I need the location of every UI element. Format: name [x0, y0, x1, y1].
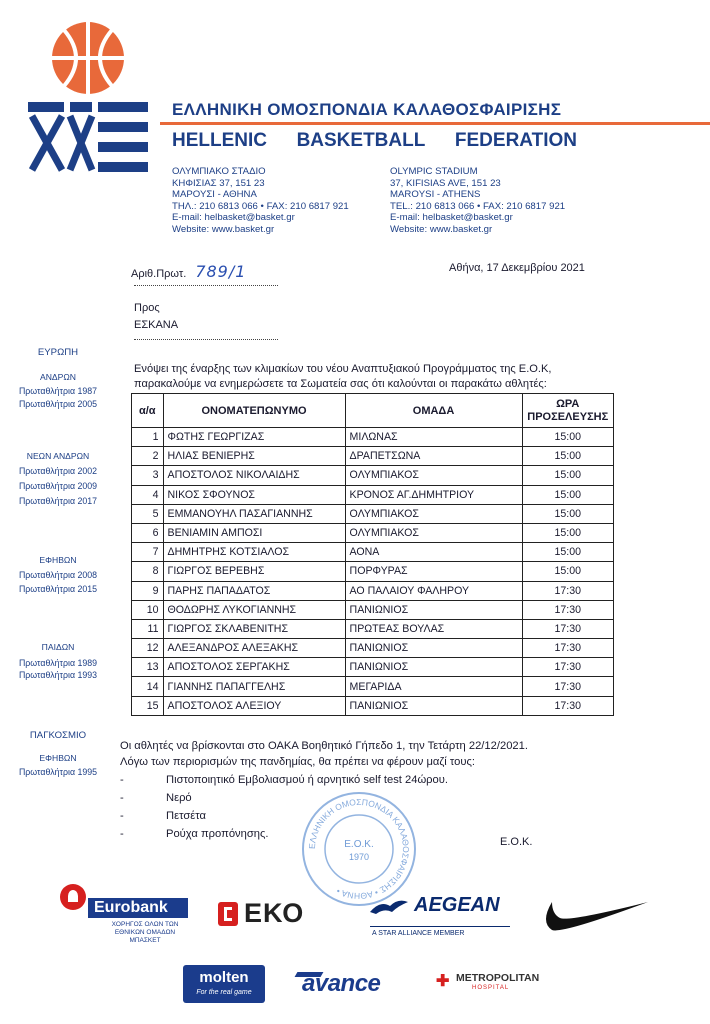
dotted-rule	[134, 339, 278, 340]
org-name-word: FEDERATION	[454, 130, 577, 151]
team-cell: ΑΟ ΠΑΛΑΙΟΥ ΦΑΛΗΡΟΥ	[345, 581, 522, 600]
table-row	[132, 543, 614, 562]
athlete-name-cell: ΓΙΩΡΓΟΣ ΣΚΛΑΒΕΝΙΤΗΣ	[163, 619, 345, 638]
phone-fax-line: TEL.: 210 6813 066 • FAX: 210 6817 921	[390, 200, 566, 212]
aegean-bird-icon	[368, 896, 410, 918]
phone-fax-line: ΤΗΛ.: 210 6813 066 • FAX: 210 6817 921	[172, 200, 349, 212]
table-body	[132, 428, 614, 716]
list-item: - Νερό	[120, 792, 192, 804]
stamp-center-text: Ε.Ο.Κ.	[344, 839, 374, 850]
team-cell: ΠΑΝΙΩΝΙΟΣ	[345, 639, 522, 658]
metropolitan-cross-icon: ✚	[436, 973, 450, 990]
team-cell: ΟΛΥΜΠΙΑΚΟΣ	[345, 504, 522, 523]
protocol-value: 789/1	[195, 262, 247, 281]
eko-wordmark: ΕΚΟ	[244, 898, 305, 928]
table-row	[132, 677, 614, 696]
table-row	[132, 504, 614, 523]
list-item-text: Ρούχα προπόνησης.	[166, 828, 269, 840]
table-header-row	[132, 394, 614, 428]
athlete-name-cell: ΕΜΜΑΝΟΥΗΛ ΠΑΣΑΓΙΑΝΝΗΣ	[163, 504, 345, 523]
signature: Ε.Ο.Κ.	[500, 836, 533, 848]
table-row	[132, 523, 614, 542]
row-number-cell: 2	[132, 447, 164, 466]
metropolitan-wordmark: METROPOLITAN	[456, 972, 540, 984]
honours-heading: ΠΑΓΚΟΣΜΙΟ	[29, 730, 87, 741]
intro-paragraph	[134, 362, 654, 391]
header-cell: α/α	[132, 394, 164, 428]
row-number-cell: 3	[132, 466, 164, 485]
team-cell: ΠΑΝΙΩΝΙΟΣ	[345, 600, 522, 619]
athlete-name-cell: ΝΙΚΟΣ ΣΦΟΥΝΟΣ	[163, 485, 345, 504]
arrival-time-cell: 17:30	[522, 619, 614, 638]
tagline-line: ΕΘΝΙΚΩΝ ΟΜΑΔΩΝ ΜΠΑΣΚΕΤ	[114, 929, 176, 944]
table-row	[132, 562, 614, 581]
address-line: MAROYSI - ATHENS	[390, 189, 481, 201]
header-cell: ΟΜΑΔΑ	[345, 394, 522, 428]
federation-stamp	[300, 790, 418, 908]
website-line: Website: www.basket.gr	[172, 223, 275, 235]
athlete-name-cell: ΒΕΝΙΑΜΙΝ ΑΜΠΟΣΙ	[163, 523, 345, 542]
tagline-line: ΧΟΡΗΓΟΣ ΟΛΩΝ ΤΩΝ	[111, 921, 179, 928]
team-cell: ΠΟΡΦΥΡΑΣ	[345, 562, 522, 581]
address-line: ΟΛΥΜΠΙΑΚΟ ΣΤΑΔΙΟ	[172, 166, 266, 177]
intro-line: Ενόψει της έναρξης των κλιμακίων του νέου Αναπτυξιακού Προγράμματος της Ε.Ο.Κ,	[134, 363, 552, 375]
athlete-name-cell: ΑΠΟΣΤΟΛΟΣ ΣΕΡΓΑΚΗΣ	[163, 658, 345, 677]
aegean-divider	[370, 926, 510, 927]
row-number-cell: 1	[132, 428, 164, 447]
metropolitan-subtitle: HOSPITAL	[472, 985, 510, 991]
nike-swoosh-icon	[538, 892, 656, 936]
row-number-cell: 4	[132, 485, 164, 504]
email-line: E-mail: helbasket@basket.gr	[172, 212, 295, 224]
team-cell: ΚΡΟΝΟΣ ΑΓ.ΔΗΜΗΤΡΙΟΥ	[345, 485, 522, 504]
arrival-time-cell: 15:00	[522, 504, 614, 523]
athlete-name-cell: ΑΠΟΣΤΟΛΟΣ ΝΙΚΟΛΑΙΔΗΣ	[163, 466, 345, 485]
athlete-name-cell: ΠΑΡΗΣ ΠΑΠΑΔΑΤΟΣ	[163, 581, 345, 600]
table-row	[132, 485, 614, 504]
org-name-word: BASKETBALL	[296, 130, 426, 151]
eurobank-tagline	[100, 921, 190, 945]
team-cell: ΜΕΓΑΡΙΔΑ	[345, 677, 522, 696]
arrival-time-cell: 15:00	[522, 428, 614, 447]
arrival-time-cell: 15:00	[522, 447, 614, 466]
list-item: - Πιστοποιητικό Εμβολιασμού ή αρνητικό self test 24ώρου.	[120, 774, 448, 786]
molten-tagline: For the real game	[196, 989, 252, 996]
table-row	[132, 639, 614, 658]
table-row	[132, 619, 614, 638]
honours-line: Πρωταθλήτρια 2008	[18, 570, 98, 580]
website-line: Website: www.basket.gr	[390, 223, 493, 235]
protocol-number	[131, 262, 246, 281]
row-number-cell: 9	[132, 581, 164, 600]
team-cell: ΑΟΝΑ	[345, 543, 522, 562]
federation-logo	[22, 18, 154, 178]
athlete-name-cell: ΑΛΕΞΑΝΔΡΟΣ ΑΛΕΞΑΚΗΣ	[163, 639, 345, 658]
row-number-cell: 12	[132, 639, 164, 658]
list-item-text: Νερό	[166, 792, 192, 804]
team-cell: ΔΡΑΠΕΤΣΩΝΑ	[345, 447, 522, 466]
list-item: - Πετσέτα	[120, 810, 206, 822]
team-cell: ΠΑΝΙΩΝΙΟΣ	[345, 696, 522, 715]
honours-line: Πρωταθλήτρια 2015	[18, 584, 98, 594]
molten-sponsor	[183, 965, 265, 1003]
eurobank-wordmark: Eurobank	[88, 898, 188, 918]
athletes-table	[131, 393, 614, 716]
table-row	[132, 466, 614, 485]
athlete-name-cell: ΦΩΤΗΣ ΓΕΩΡΓΙΖΑΣ	[163, 428, 345, 447]
header-divider	[160, 122, 710, 125]
row-number-cell: 5	[132, 504, 164, 523]
arrival-time-cell: 15:00	[522, 466, 614, 485]
athlete-name-cell: ΘΟΔΩΡΗΣ ΛΥΚΟΓΙΑΝΝΗΣ	[163, 600, 345, 619]
row-number-cell: 8	[132, 562, 164, 581]
honours-line: Πρωταθλήτρια 1989	[18, 658, 98, 668]
address-greek	[172, 166, 349, 236]
row-number-cell: 7	[132, 543, 164, 562]
athlete-name-cell: ΗΛΙΑΣ ΒΕΝΙΕΡΗΣ	[163, 447, 345, 466]
table-row	[132, 600, 614, 619]
row-number-cell: 10	[132, 600, 164, 619]
arrival-time-cell: 15:00	[522, 523, 614, 542]
org-name-word: HELLENIC	[172, 130, 267, 151]
honours-line: Πρωταθλήτρια 2017	[18, 496, 98, 506]
intro-line: παρακαλούμε να ενημερώσετε τα Σωματεία σας ότι καλούνται οι παρακάτω αθλητές:	[134, 377, 547, 390]
dotted-rule	[134, 285, 278, 286]
team-cell: ΠΑΝΙΩΝΙΟΣ	[345, 658, 522, 677]
arrival-time-cell: 17:30	[522, 658, 614, 677]
arrival-time-cell: 17:30	[522, 600, 614, 619]
notes-paragraph	[120, 739, 528, 770]
aegean-wordmark: AEGEAN	[414, 894, 500, 916]
honours-line: Πρωταθλήτρια 2002	[18, 466, 98, 476]
letter-date: Αθήνα, 17 Δεκεμβρίου 2021	[449, 262, 585, 274]
org-name-english	[172, 130, 577, 152]
table-row	[132, 658, 614, 677]
recipient-block	[134, 300, 178, 334]
row-number-cell: 14	[132, 677, 164, 696]
address-line: OLYMPIC STADIUM	[390, 166, 478, 177]
arrival-time-cell: 15:00	[522, 485, 614, 504]
email-line: E-mail: helbasket@basket.gr	[390, 212, 513, 224]
athlete-name-cell: ΓΙΑΝΝΗΣ ΠΑΠΑΓΓΕΛΗΣ	[163, 677, 345, 696]
honours-line: Πρωταθλήτρια 2005	[18, 399, 98, 409]
row-number-cell: 13	[132, 658, 164, 677]
stamp-year-text: 1970	[348, 852, 370, 862]
honours-line: Πρωταθλήτρια 1993	[18, 670, 98, 680]
arrival-time-cell: 17:30	[522, 677, 614, 696]
honours-line: Πρωταθλήτρια 1995	[18, 767, 98, 777]
arrival-time-cell: 17:30	[522, 581, 614, 600]
address-line: 37, KIFISIAS AVE, 151 23	[390, 177, 501, 189]
arrival-time-cell: 17:30	[522, 639, 614, 658]
honours-heading: ΕΥΡΩΠΗ	[37, 347, 79, 358]
list-item-text: Πιστοποιητικό Εμβολιασμού ή αρνητικό self test 24ώρου.	[166, 774, 448, 786]
table-row	[132, 696, 614, 715]
honours-line: Πρωταθλήτρια 1987	[18, 386, 98, 396]
avance-wordmark: avance	[302, 970, 381, 997]
header-cell: ΩΡΑ ΠΡΟΣΕΛΕΥΣΗΣ	[522, 394, 614, 428]
address-english	[390, 166, 565, 236]
table-row	[132, 581, 614, 600]
molten-wordmark: molten	[199, 969, 249, 986]
honours-category: ΑΝΔΡΩΝ	[39, 372, 77, 382]
aegean-tagline: A STAR ALLIANCE MEMBER	[372, 930, 465, 937]
athlete-name-cell: ΔΗΜΗΤΡΗΣ ΚΟΤΣΙΑΛΟΣ	[163, 543, 345, 562]
honours-category: ΕΦΗΒΩΝ	[39, 555, 77, 565]
address-line: ΜΑΡΟΥΣΙ - ΑΘΗΝΑ	[172, 189, 257, 201]
row-number-cell: 6	[132, 523, 164, 542]
team-cell: ΠΡΩΤΕΑΣ ΒΟΥΛΑΣ	[345, 619, 522, 638]
notes-line: Λόγω των περιορισμών της πανδημίας, θα πρέπει να φέρουν μαζί τους:	[120, 755, 475, 768]
team-cell: ΟΛΥΜΠΙΑΚΟΣ	[345, 466, 522, 485]
honours-category: ΝΕΩΝ ΑΝΔΡΩΝ	[26, 451, 90, 461]
table-row	[132, 428, 614, 447]
honours-category: ΠΑΙΔΩΝ	[41, 642, 75, 652]
arrival-time-cell: 15:00	[522, 543, 614, 562]
address-line: ΚΗΦΙΣΙΑΣ 37, 151 23	[172, 177, 265, 189]
athlete-name-cell: ΑΠΟΣΤΟΛΟΣ ΑΛΕΞΙΟΥ	[163, 696, 345, 715]
arrival-time-cell: 17:30	[522, 696, 614, 715]
eurobank-logo-icon	[60, 884, 86, 910]
row-number-cell: 15	[132, 696, 164, 715]
protocol-label: Αριθ.Πρωτ.	[131, 268, 187, 280]
honours-line: Πρωταθλήτρια 2009	[18, 481, 98, 491]
row-number-cell: 11	[132, 619, 164, 638]
org-name-greek: ΕΛΛΗΝΙΚΗ ΟΜΟΣΠΟΝΔΙΑ ΚΑΛΑΘΟΣΦΑΙΡΙΣΗΣ	[172, 100, 562, 119]
arrival-time-cell: 15:00	[522, 562, 614, 581]
list-item-text: Πετσέτα	[166, 810, 206, 822]
recipient-name: ΕΣΚΑΝΑ	[134, 319, 179, 331]
team-cell: ΟΛΥΜΠΙΑΚΟΣ	[345, 523, 522, 542]
table-row	[132, 447, 614, 466]
athlete-name-cell: ΓΙΩΡΓΟΣ ΒΕΡΕΒΗΣ	[163, 562, 345, 581]
honours-category: ΕΦΗΒΩΝ	[39, 753, 77, 763]
eko-logo-icon	[218, 902, 238, 926]
team-cell: ΜΙΛΩΝΑΣ	[345, 428, 522, 447]
list-item: - Ρούχα προπόνησης.	[120, 828, 269, 840]
to-label: Προς	[134, 302, 160, 314]
header-cell: ΟΝΟΜΑΤΕΠΩΝΥΜΟ	[163, 394, 345, 428]
notes-line: Οι αθλητές να βρίσκονται στο ΟΑΚΑ Βοηθητικό Γήπεδο 1, την Τετάρτη 22/12/2021.	[120, 740, 528, 752]
stamp-ring-text: ΕΛΛΗΝΙΚΗ ΟΜΟΣΠΟΝΔΙΑ ΚΑΛΑΘΟΣΦΑΙΡΙΣΗΣ • ΑΘΗΝΑ •	[306, 796, 412, 902]
